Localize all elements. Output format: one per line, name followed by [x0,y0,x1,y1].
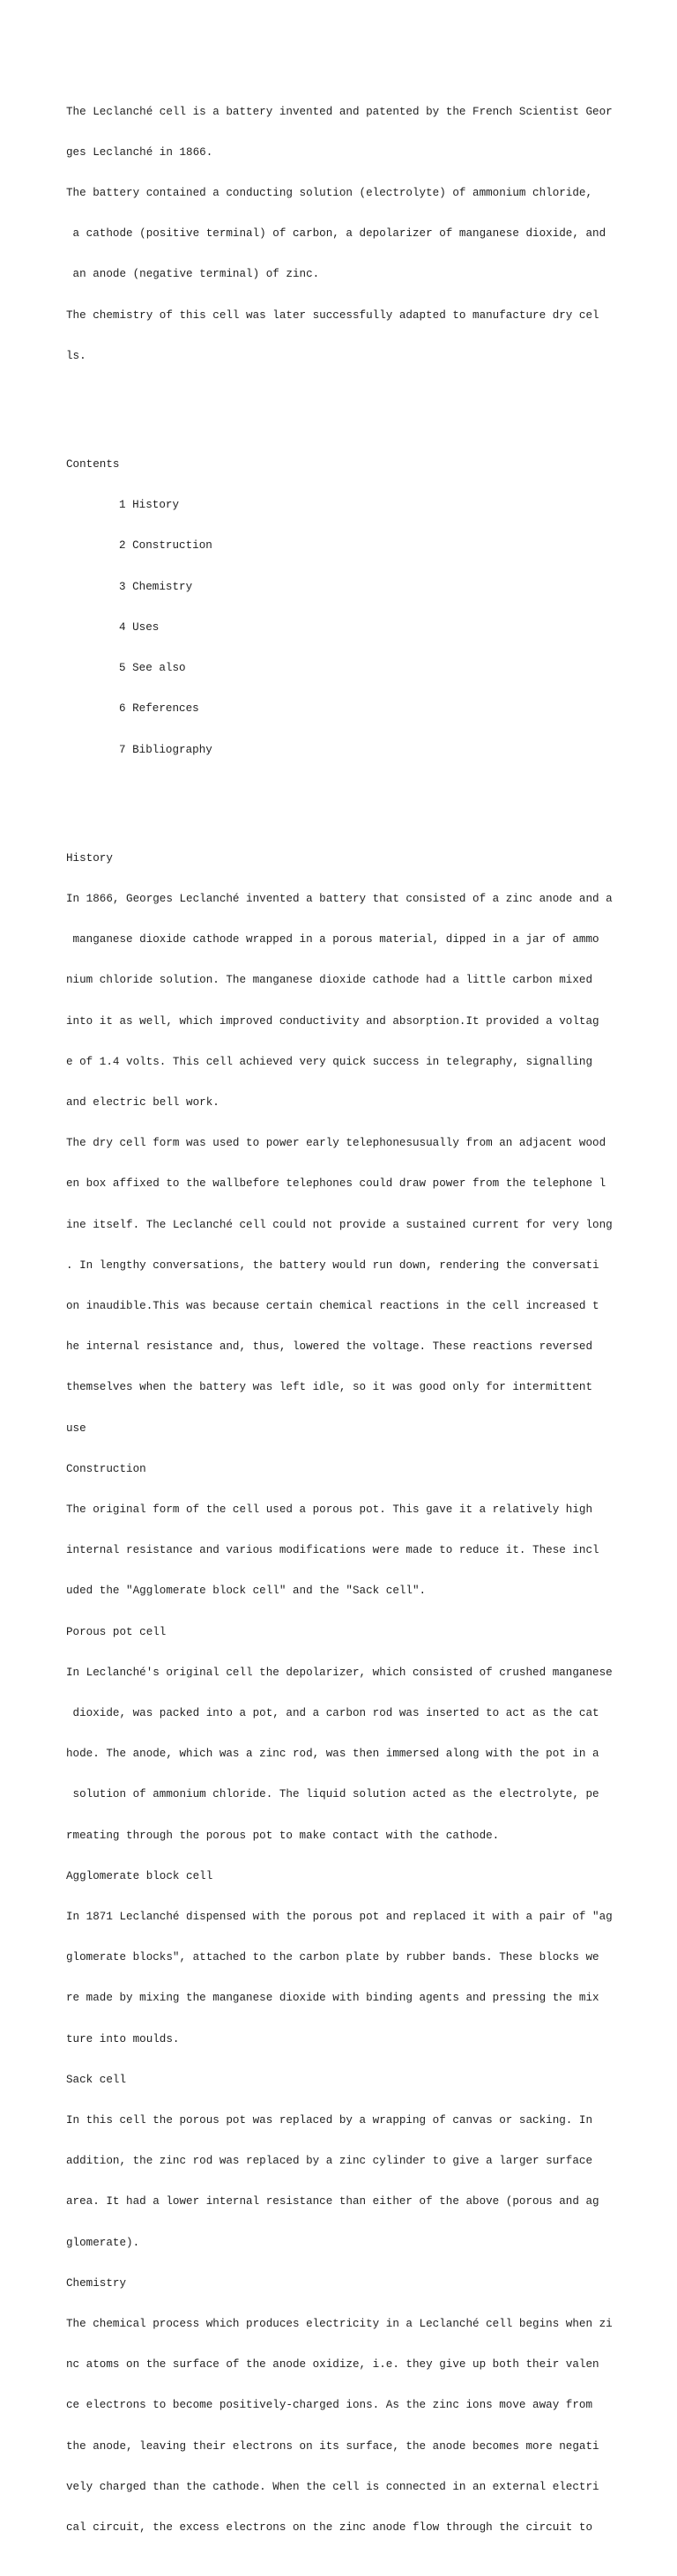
text-line: uded the "Agglomerate block cell" and the "Sack cell". [66,1585,427,1598]
text-line: he internal resistance and, thus, lowered the voltage. These reactions reversed [66,1340,593,1354]
text-line: en box affixed to the wallbefore telephones could draw power from the telephone l [66,1177,606,1191]
toc-item-label: 1 History [119,499,180,512]
text-line: The chemistry of this cell was later successfully adapted to manufacture dry cel [66,308,599,322]
text-line: internal resistance and various modifications were made to reduce it. These incl [66,1544,599,1557]
toc-item-label: 5 See also [119,662,186,675]
section-heading-construction: Construction [66,1462,146,1475]
text-line: glomerate). [66,2236,140,2249]
toc-item-label: 2 Construction [119,539,212,553]
text-line: nc atoms on the surface of the anode oxidize, i.e. they give up both their valen [66,2358,599,2372]
text-line: ges Leclanché in 1866. [66,145,213,159]
toc-item-label: 7 Bibliography [119,743,212,756]
toc-item [66,702,613,716]
contents-heading: Contents [66,458,120,471]
text-line: ine itself. The Leclanché cell could not provide a sustained current for very long [66,1218,613,1231]
toc-item [66,539,613,553]
text-line: addition, the zinc rod was replaced by a zinc cylinder to give a larger surface [66,2155,593,2168]
text-line: nium chloride solution. The manganese dioxide cathode had a little carbon mixed [66,974,593,987]
text-line: glomerate blocks", attached to the carbon plate by rubber bands. These blocks we [66,1951,599,1964]
text-line: vely charged than the cathode. When the cell is connected in an external electri [66,2480,599,2493]
text-line: dioxide, was packed into a pot, and a carbon rod was inserted to act as the cat [66,1707,599,1719]
text-line: In 1871 Leclanché dispensed with the porous pot and replaced it with a pair of "ag [66,1911,613,1924]
text-line: rmeating through the porous pot to make contact with the cathode. [66,1829,500,1842]
text-line: ls. [66,349,86,362]
text-line: the anode, leaving their electrons on its surface, the anode becomes more negati [66,2439,599,2453]
text-line: re made by mixing the manganese dioxide with binding agents and pressing the mix [66,1992,599,2005]
toc-item-label: 3 Chemistry [119,580,193,593]
text-line: In Leclanché's original cell the depolarizer, which consisted of crushed manganese [66,1666,613,1679]
toc-item [66,499,613,512]
toc-item [66,621,613,635]
text-line: hode. The anode, which was a zinc rod, was then immersed along with the pot in a [66,1748,599,1761]
text-line: ture into moulds. [66,2032,180,2045]
text-line: . In lengthy conversations, the battery would run down, rendering the conversati [66,1258,599,1272]
table-of-contents [66,431,613,783]
text-line: and electric bell work. [66,1095,219,1109]
text-line: an anode (negative terminal) of zinc. [66,268,320,281]
subsection-heading-sack-cell: Sack cell [66,2073,127,2086]
toc-item [66,744,613,757]
text-line: solution of ammonium chloride. The liquid solution acted as the electrolyte, pe [66,1788,599,1801]
text-line: The dry cell form was used to power early telephonesusually from an adjacent wood [66,1137,606,1150]
text-line: into it as well, which improved conductivity and absorption.It provided a voltag [66,1014,599,1028]
text-line: area. It had a lower internal resistance than either of the above (porous and ag [66,2195,599,2209]
subsection-heading-porous-pot-cell: Porous pot cell [66,1625,167,1638]
section-heading-chemistry: Chemistry [66,2276,127,2290]
toc-item-label: 4 Uses [119,620,160,634]
toc-item-label: 6 References [119,702,199,716]
text-line: use [66,1422,86,1435]
text-line: on inaudible.This was because certain chemical reactions in the cell increased t [66,1299,599,1312]
text-line: cal circuit, the excess electrons on the zinc anode flow through the circuit to [66,2521,593,2535]
text-line: manganese dioxide cathode wrapped in a porous material, dipped in a jar of ammo [66,933,599,947]
text-line: The chemical process which produces electricity in a Leclanché cell begins when zi [66,2318,613,2331]
body-text [66,825,613,2562]
intro-paragraph [66,78,613,390]
text-line: a cathode (positive terminal) of carbon, a depolarizer of manganese dioxide, and [66,227,606,241]
subsection-heading-agglomerate-block-cell: Agglomerate block cell [66,1869,213,1882]
text-line: The battery contained a conducting solution (electrolyte) of ammonium chloride, [66,187,593,200]
text-line: ce electrons to become positively-charged ions. As the zinc ions move away from [66,2399,593,2412]
text-line: The original form of the cell used a porous pot. This gave it a relatively high [66,1503,593,1516]
text-line: themselves when the battery was left idle, so it was good only for intermittent [66,1381,593,1394]
toc-item [66,581,613,594]
section-heading-history: History [66,851,113,865]
toc-item [66,662,613,675]
text-line: The Leclanché cell is a battery invented and patented by the French Scientist Geor [66,105,613,118]
text-line: In 1866, Georges Leclanché invented a battery that consisted of a zinc anode and a [66,892,613,905]
text-line: In this cell the porous pot was replaced by a wrapping of canvas or sacking. In [66,2114,593,2127]
text-line: e of 1.4 volts. This cell achieved very quick success in telegraphy, signalling [66,1055,593,1068]
document-page [66,51,613,2576]
